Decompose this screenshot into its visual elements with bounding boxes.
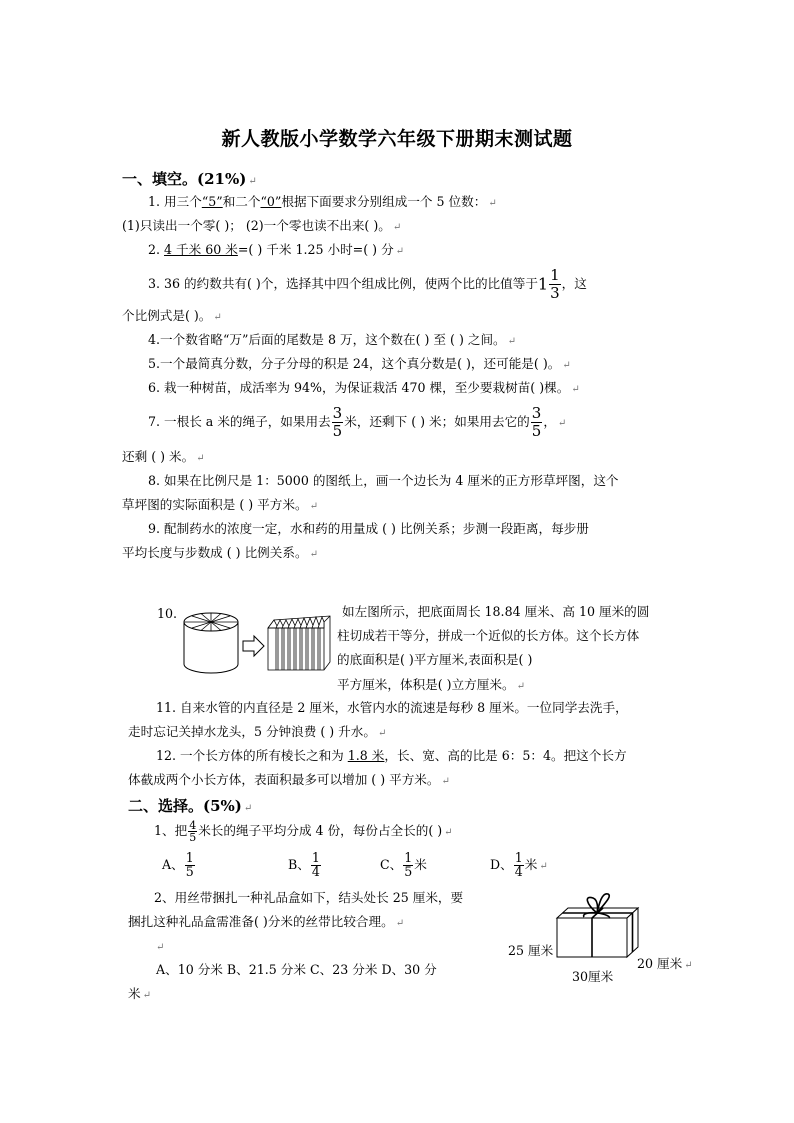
q8-line2: 草坪图的实际面积是 ( ) 平方米。	[122, 497, 308, 512]
question-3-line2	[122, 308, 222, 326]
question-10-line3: 的底面积是( )平方厘米,表面积是( )	[337, 652, 533, 667]
question-9-line2	[122, 545, 318, 563]
question-10-line2: 柱切成若干等分，拼成一个近似的长方体。这个长方体	[337, 628, 640, 643]
q1-zero: “0”	[260, 194, 282, 209]
question-10-line1: 如左图所示，把底面周长 18.84 厘米、高 10 厘米的圆	[342, 604, 650, 619]
option-a-denominator: 5	[185, 864, 194, 879]
option-c-unit: 米	[414, 857, 427, 872]
paragraph-mark: ↵	[156, 942, 165, 953]
option-a-label: A、	[162, 857, 184, 872]
choice-2: 2、用丝带捆扎一种礼品盒如下，结头处长 25 厘米，要	[154, 890, 464, 905]
q1-five: “5”	[201, 194, 223, 209]
gift-label-width-text: 20 厘米	[637, 956, 683, 971]
q2-underlined: 4 千米 60 米	[164, 242, 238, 257]
q7-pre: 7. 一根长 a 米的绳子，如果用去	[148, 414, 331, 429]
option-a-numerator: 1	[185, 850, 194, 866]
option-c-fraction	[403, 852, 413, 878]
question-3	[148, 265, 587, 304]
cylinder-to-cuboid-figure	[180, 608, 340, 678]
q1-post: 根据下面要求分别组成一个 5 位数：	[281, 194, 487, 209]
paragraph-mark: ↵	[516, 681, 525, 692]
question-12-line2	[128, 772, 450, 790]
paragraph-mark: ↵	[557, 418, 567, 429]
q11-line2-text: 走时忘记关掉水龙头，5 分钟浪费 ( ) 升水。	[128, 724, 376, 739]
paragraph-mark: ↵	[507, 336, 517, 347]
question-5	[148, 356, 571, 374]
choice-1-option-b	[288, 850, 322, 880]
q9-line1: 9. 配制药水的浓度一定，水和药的用量成 ( ) 比例关系；步测一段距离，每步册	[148, 521, 589, 536]
question-2	[148, 242, 404, 260]
paragraph-mark: ↵	[539, 861, 548, 872]
cylinder-shape	[184, 613, 238, 673]
choice-2-line2	[128, 914, 404, 932]
question-12	[156, 748, 627, 764]
q7-fraction-1	[332, 405, 344, 440]
question-11-line2	[128, 724, 386, 742]
q1-answers-text: (1)只读出一个零( )； (2)一个零也读不出来( )。	[122, 218, 391, 233]
q7-denominator-1: 5	[332, 422, 343, 440]
question-6	[148, 380, 580, 398]
paragraph-mark: ↵	[196, 453, 205, 464]
paragraph-mark: ↵	[562, 360, 571, 371]
q7-mid: 米，还剩下 ( ) 米；如果用去它的	[344, 414, 530, 429]
q7-numerator-2: 3	[531, 404, 542, 422]
question-11: 11. 自来水管的内直径是 2 厘米，水管内水的流速是每秒 8 厘米。一位同学去洗手，	[156, 700, 628, 715]
option-d-numerator: 1	[514, 850, 523, 866]
paragraph-mark: ↵	[309, 501, 318, 512]
q7-fraction-2	[531, 405, 543, 440]
question-8-line2	[122, 497, 318, 515]
option-b-label: B、	[288, 857, 310, 872]
gift-label-length: 30厘米	[572, 969, 614, 984]
choice-2-empty-line	[154, 938, 164, 956]
question-7-line2	[122, 449, 205, 467]
section-choice-label: 二、选择。(5%)	[128, 797, 242, 815]
paragraph-mark: ↵	[444, 827, 453, 838]
question-1-answers	[122, 218, 401, 236]
question-4	[148, 332, 516, 350]
cuboid-shape	[268, 616, 330, 670]
q5-text: 5.一个最简真分数，分子分母的积是 24，这个真分数是( )，还可能是( )。	[148, 356, 561, 371]
q3-line2: 个比例式是( )。	[122, 308, 212, 323]
question-7	[148, 402, 566, 444]
q7-line2: 还剩 ( ) 米。	[122, 449, 195, 464]
gift-label-width	[637, 953, 693, 972]
q6-text: 6. 栽一种树苗，成活率为 94%，为保证栽活 470 棵，至少要栽树苗( )棵。	[148, 380, 570, 395]
c1-denominator: 5	[189, 831, 197, 844]
c1-post: 米长的绳子平均分成 4 份，每份占全长的( )	[198, 823, 443, 838]
option-c-label: C、	[380, 857, 403, 872]
transform-arrow-icon	[243, 636, 264, 656]
section-fill-label: 一、填空。(21%)	[122, 170, 247, 188]
gift-box-figure	[554, 890, 640, 968]
q3-denominator: 3	[550, 284, 560, 302]
paragraph-mark: ↵	[395, 918, 405, 929]
c2-line2-text: 捆扎这种礼品盒需准备( )分米的丝带比较合理。	[128, 914, 394, 929]
paragraph-mark: ↵	[377, 728, 387, 739]
q7-numerator-1: 3	[332, 404, 343, 422]
q3-whole: 1	[537, 274, 549, 294]
choice-1-option-a	[162, 850, 196, 880]
option-d-denominator: 4	[514, 864, 523, 879]
q3-post: ，这	[561, 276, 587, 291]
paragraph-mark: ↵	[684, 960, 693, 971]
choice-1-option-c	[380, 850, 427, 880]
paragraph-mark: ↵	[441, 776, 450, 787]
c1-fraction	[188, 820, 197, 843]
question-9	[148, 521, 589, 537]
q3-pre: 3. 36 的约数共有( )个，选择其中四个组成比例，使两个比的比值等于	[148, 276, 538, 291]
paragraph-mark: ↵	[395, 246, 405, 257]
q12-rest: ，长、宽、高的比是 6：5：4。把这个长方	[384, 748, 627, 763]
paragraph-mark: ↵	[243, 803, 253, 814]
question-10-line4	[337, 677, 525, 695]
gift-label-height: 25 厘米	[508, 943, 554, 958]
option-d-unit: 米	[524, 857, 538, 872]
question-10-number: 10.	[157, 606, 178, 621]
section-choice-heading	[128, 795, 252, 816]
c2-tail: 米	[128, 986, 141, 1001]
q12-pre: 12. 一个长方体的所有棱长之和为	[156, 748, 348, 763]
option-b-fraction	[311, 852, 321, 878]
choice-1	[154, 818, 453, 846]
q7-denominator-2: 5	[531, 422, 542, 440]
paragraph-mark: ↵	[392, 222, 402, 233]
q3-fraction	[549, 267, 561, 302]
q10-line4-text: 平方厘米，体积是( )立方厘米。	[337, 677, 515, 692]
paragraph-mark: ↵	[309, 549, 318, 560]
choice-2-options-tail	[128, 986, 151, 1004]
option-b-denominator: 4	[311, 864, 320, 879]
question-1	[148, 194, 497, 212]
q2-rest: =( ) 千米 1.25 小时=( ) 分	[237, 242, 394, 257]
q4-text: 4.一个数省略“万”后面的尾数是 8 万，这个数在( ) 至 ( ) 之间。	[148, 332, 506, 347]
q9-line2: 平均长度与步数成 ( ) 比例关系。	[122, 545, 308, 560]
option-a-fraction	[185, 852, 195, 878]
paragraph-mark: ↵	[488, 198, 497, 209]
paragraph-mark: ↵	[142, 990, 151, 1001]
option-b-numerator: 1	[311, 850, 320, 866]
section-fill-heading	[122, 168, 257, 189]
q3-numerator: 1	[550, 266, 560, 284]
paragraph-mark: ↵	[571, 384, 580, 395]
option-c-denominator: 5	[404, 864, 413, 879]
choice-1-option-d	[490, 850, 548, 882]
q8-line1: 8. 如果在比例尺是 1：5000 的图纸上，画一个边长为 4 厘米的正方形草坪图，这个	[148, 473, 619, 488]
c1-numerator: 4	[189, 819, 197, 832]
option-c-numerator: 1	[404, 850, 413, 866]
q1-pre: 1. 用三个	[148, 194, 202, 209]
c1-pre: 1、把	[154, 823, 188, 838]
q12-line2-text: 体截成两个小长方体，表面积最多可以增加 ( ) 平方米。	[128, 772, 440, 787]
option-d-label: D、	[490, 857, 513, 872]
page-title: 新人教版小学数学六年级下册期末测试题	[221, 128, 573, 150]
choice-2-options: A、10 分米 B、21.5 分米 C、23 分米 D、30 分	[156, 962, 437, 977]
paragraph-mark: ↵	[213, 312, 222, 323]
q12-underlined: 1.8 米	[347, 748, 385, 763]
q7-post: ，	[543, 414, 556, 429]
option-d-fraction	[514, 852, 524, 878]
q2-num: 2.	[148, 242, 165, 257]
q1-mid: 和二个	[222, 194, 261, 209]
question-8	[148, 473, 619, 489]
paragraph-mark: ↵	[248, 176, 257, 187]
